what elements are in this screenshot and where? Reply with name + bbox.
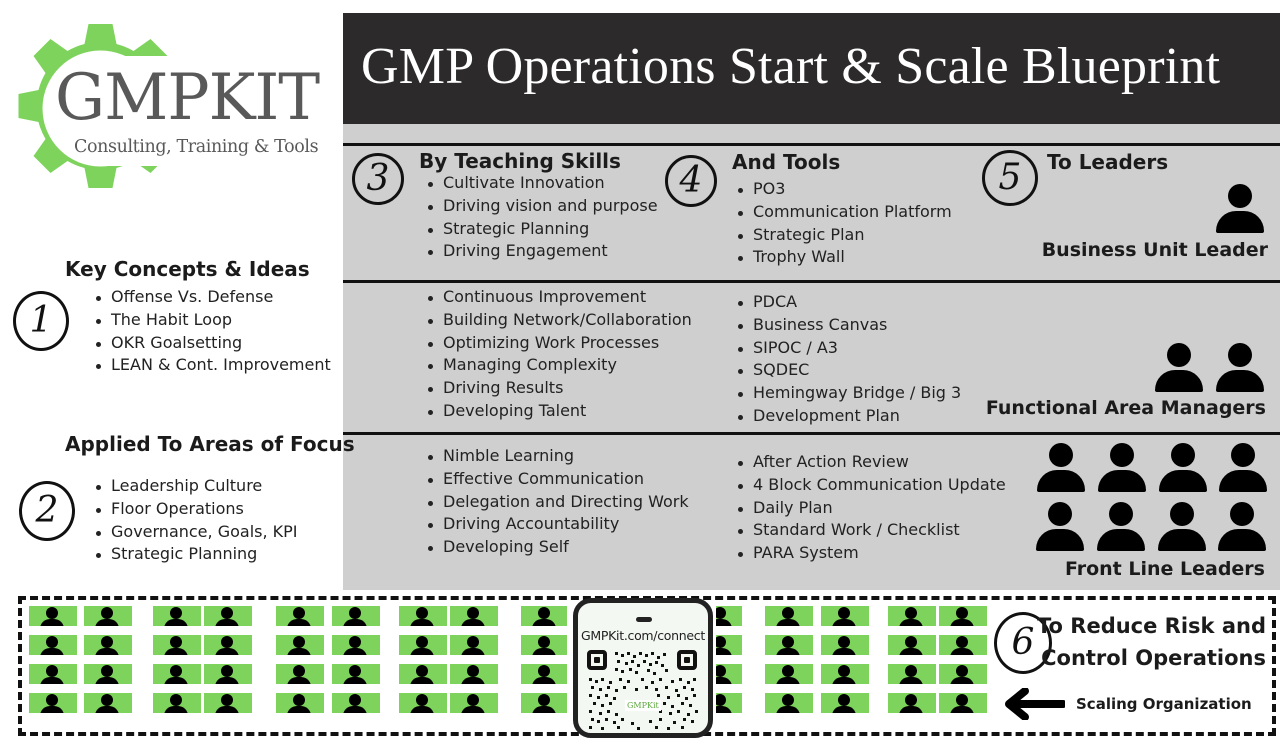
skills-tier3-list [423, 445, 689, 559]
tools-title: And Tools [732, 150, 841, 174]
phone-qr-card[interactable] [573, 598, 713, 738]
list-item: Continuous Improvement [443, 286, 692, 309]
list-item: Driving vision and purpose [443, 195, 658, 218]
seat-person-icon [332, 635, 380, 655]
key-concepts-title: Key Concepts & Ideas [65, 257, 310, 281]
person-icon [1036, 443, 1086, 493]
qr-url-text[interactable]: GMPKit.com/connect [581, 628, 705, 643]
arrow-left-icon [1003, 688, 1065, 720]
seat-person-icon [332, 693, 380, 713]
gmpkit-logo [8, 16, 338, 201]
list-item: Development Plan [753, 405, 961, 428]
tools-tier2-list [733, 291, 961, 428]
seat-person-icon [399, 664, 447, 684]
list-item: Governance, Goals, KPI [111, 521, 298, 544]
functional-area-managers-label: Functional Area Managers [985, 397, 1266, 419]
list-item: After Action Review [753, 451, 1006, 474]
logo-tagline: Consulting, Training & Tools [74, 137, 319, 157]
seat-person-icon [204, 606, 252, 626]
seat-person-icon [821, 693, 869, 713]
seat-person-icon [276, 664, 324, 684]
skills-tier2-list [423, 286, 692, 423]
list-item: Delegation and Directing Work [443, 491, 689, 514]
goal-title [1037, 610, 1266, 674]
seat-person-icon [84, 606, 132, 626]
seat-person-icon [153, 693, 201, 713]
list-item: Building Network/Collaboration [443, 309, 692, 332]
person-icon [1217, 502, 1267, 552]
seat-person-icon [399, 606, 447, 626]
seat-person-icon [450, 693, 498, 713]
list-item: Managing Complexity [443, 354, 692, 377]
divider-top [343, 143, 1280, 146]
person-icon [1218, 443, 1268, 493]
seat-person-icon [450, 664, 498, 684]
person-icon [1158, 443, 1208, 493]
list-item: Strategic Planning [443, 218, 658, 241]
seat-person-icon [84, 664, 132, 684]
seat-person-icon [450, 606, 498, 626]
list-item: The Habit Loop [111, 309, 331, 332]
skills-title: By Teaching Skills [419, 149, 621, 173]
list-item: Developing Self [443, 536, 689, 559]
seat-person-icon [84, 635, 132, 655]
seat-person-icon [716, 606, 742, 626]
seat-person-icon [521, 635, 567, 655]
seat-person-icon [450, 635, 498, 655]
step-1-badge: 1 [13, 291, 69, 351]
list-item: Driving Results [443, 377, 692, 400]
list-item: Trophy Wall [753, 246, 952, 269]
person-icon [1154, 343, 1204, 393]
list-item: Floor Operations [111, 498, 298, 521]
seat-person-icon [765, 693, 813, 713]
seat-person-icon [332, 606, 380, 626]
seat-person-icon [716, 664, 742, 684]
seat-person-icon [716, 635, 742, 655]
seat-person-icon [821, 664, 869, 684]
person-icon [1215, 343, 1265, 393]
areas-of-focus-list [91, 475, 298, 566]
list-item: OKR Goalsetting [111, 332, 331, 355]
page-title: GMP Operations Start & Scale Blueprint [361, 38, 1221, 95]
phone-speaker-icon [636, 617, 652, 622]
seat-person-icon [399, 635, 447, 655]
seat-person-icon [939, 693, 987, 713]
seat-person-icon [939, 606, 987, 626]
list-item: Effective Communication [443, 468, 689, 491]
list-item: Standard Work / Checklist [753, 519, 1006, 542]
seat-person-icon [29, 606, 77, 626]
list-item: 4 Block Communication Update [753, 474, 1006, 497]
seat-person-icon [939, 635, 987, 655]
list-item: Communication Platform [753, 201, 952, 224]
seat-person-icon [29, 693, 77, 713]
goal-line-1: To Reduce Risk and [1037, 614, 1266, 638]
seat-person-icon [276, 693, 324, 713]
seat-person-icon [888, 664, 936, 684]
seat-person-icon [521, 606, 567, 626]
list-item: LEAN & Cont. Improvement [111, 354, 331, 377]
seat-person-icon [399, 693, 447, 713]
seat-person-icon [765, 606, 813, 626]
person-icon [1096, 502, 1146, 552]
person-icon [1035, 502, 1085, 552]
list-item: Nimble Learning [443, 445, 689, 468]
seat-person-icon [276, 606, 324, 626]
list-item: PDCA [753, 291, 961, 314]
step-4-badge: 4 [665, 155, 717, 207]
seat-person-icon [153, 635, 201, 655]
list-item: PO3 [753, 178, 952, 201]
areas-of-focus-title: Applied To Areas of Focus [65, 432, 355, 456]
seat-person-icon [888, 693, 936, 713]
list-item: Cultivate Innovation [443, 172, 658, 195]
list-item: Strategic Plan [753, 224, 952, 247]
scaling-organization-label: Scaling Organization [1076, 695, 1252, 713]
seat-person-icon [821, 606, 869, 626]
logo-wordmark: GMPKIT [55, 61, 320, 135]
seat-person-icon [153, 606, 201, 626]
list-item: Leadership Culture [111, 475, 298, 498]
divider-middle [343, 280, 1280, 283]
qr-code-icon[interactable] [587, 650, 699, 730]
seat-person-icon [939, 664, 987, 684]
list-item: Daily Plan [753, 497, 1006, 520]
key-concepts-list [91, 286, 331, 377]
list-item: Developing Talent [443, 400, 692, 423]
business-unit-leader-label: Business Unit Leader [1041, 239, 1268, 261]
goal-line-2: Control Operations [1041, 646, 1266, 670]
list-item: Driving Engagement [443, 240, 658, 263]
header-banner [343, 13, 1280, 124]
seat-person-icon [204, 693, 252, 713]
seat-person-icon [332, 664, 380, 684]
seat-person-icon [29, 635, 77, 655]
person-icon [1097, 443, 1147, 493]
qr-finder-icon [677, 650, 697, 670]
seat-person-icon [888, 606, 936, 626]
list-item: PARA System [753, 542, 1006, 565]
list-item: Offense Vs. Defense [111, 286, 331, 309]
divider-bottom [343, 432, 1280, 435]
person-icon [1215, 184, 1265, 234]
seat-person-icon [765, 635, 813, 655]
qr-finder-icon [587, 650, 607, 670]
seat-person-icon [521, 664, 567, 684]
seat-person-icon [521, 693, 567, 713]
tools-tier1-list [733, 178, 952, 269]
seat-person-icon [204, 664, 252, 684]
leaders-title: To Leaders [1047, 150, 1169, 174]
step-3-badge: 3 [352, 153, 404, 205]
list-item: Driving Accountability [443, 513, 689, 536]
list-item: Business Canvas [753, 314, 961, 337]
list-item: SQDEC [753, 359, 961, 382]
seat-person-icon [276, 635, 324, 655]
list-item: Optimizing Work Processes [443, 332, 692, 355]
skills-tier1-list [423, 172, 658, 263]
seat-person-icon [821, 635, 869, 655]
seat-person-icon [84, 693, 132, 713]
step-2-badge: 2 [19, 481, 75, 541]
person-icon [1157, 502, 1207, 552]
seat-person-icon [29, 664, 77, 684]
front-line-leaders-label: Front Line Leaders [1064, 558, 1265, 580]
seat-person-icon [153, 664, 201, 684]
step-5-badge: 5 [982, 150, 1038, 206]
list-item: SIPOC / A3 [753, 337, 961, 360]
step-6-badge: 6 [994, 612, 1052, 674]
list-item: Hemingway Bridge / Big 3 [753, 382, 961, 405]
seat-person-icon [716, 693, 742, 713]
seat-person-icon [888, 635, 936, 655]
seat-person-icon [204, 635, 252, 655]
tools-tier3-list [733, 451, 1006, 565]
seat-person-icon [765, 664, 813, 684]
list-item: Strategic Planning [111, 543, 298, 566]
qr-logo: GMPKit [627, 701, 659, 710]
